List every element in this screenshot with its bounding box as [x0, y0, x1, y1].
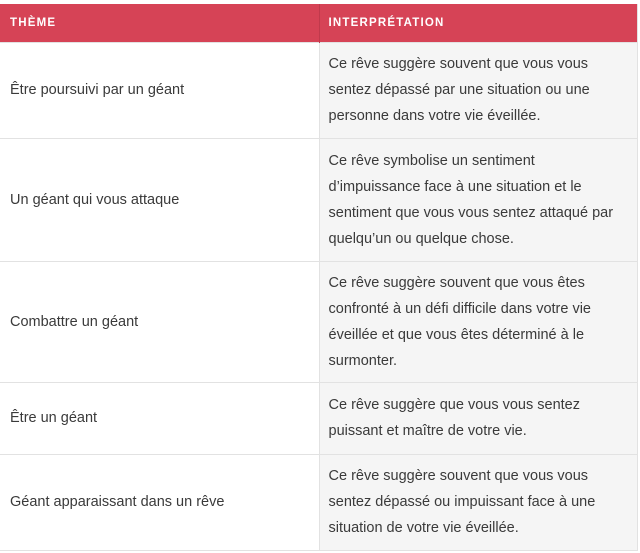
theme-cell: Être un géant [0, 382, 319, 454]
table-row [0, 382, 637, 454]
header-interpretation: INTERPRÉTATION [319, 4, 637, 42]
table-row [0, 138, 637, 261]
theme-cell: Être poursuivi par un géant [0, 42, 319, 138]
header-row [0, 4, 637, 42]
theme-cell: Géant apparaissant dans un rêve [0, 454, 319, 550]
theme-cell: Un géant qui vous attaque [0, 138, 319, 261]
interpretation-cell: Ce rêve symbolise un sentiment d’impuissance face à une situation et le sentiment que vous vous sentez attaqué par quelqu’un ou quelque chose. [319, 138, 637, 261]
dream-themes-table [0, 4, 637, 551]
interpretation-cell: Ce rêve suggère souvent que vous vous sentez dépassé par une situation ou une personne dans votre vie éveillée. [319, 42, 637, 138]
table-row [0, 42, 637, 138]
table-row [0, 454, 637, 550]
theme-cell: Combattre un géant [0, 261, 319, 382]
interpretation-cell: Ce rêve suggère souvent que vous vous sentez dépassé ou impuissant face à une situation de votre vie éveillée. [319, 454, 637, 550]
dream-themes-table-container [0, 4, 638, 551]
interpretation-cell: Ce rêve suggère que vous vous sentez puissant et maître de votre vie. [319, 382, 637, 454]
table-body [0, 42, 637, 550]
table-row [0, 261, 637, 382]
header-theme: THÈME [0, 4, 319, 42]
table-header [0, 4, 637, 42]
interpretation-cell: Ce rêve suggère souvent que vous êtes confronté à un défi difficile dans votre vie éveillée et que vous êtes déterminé à le surmonter. [319, 261, 637, 382]
